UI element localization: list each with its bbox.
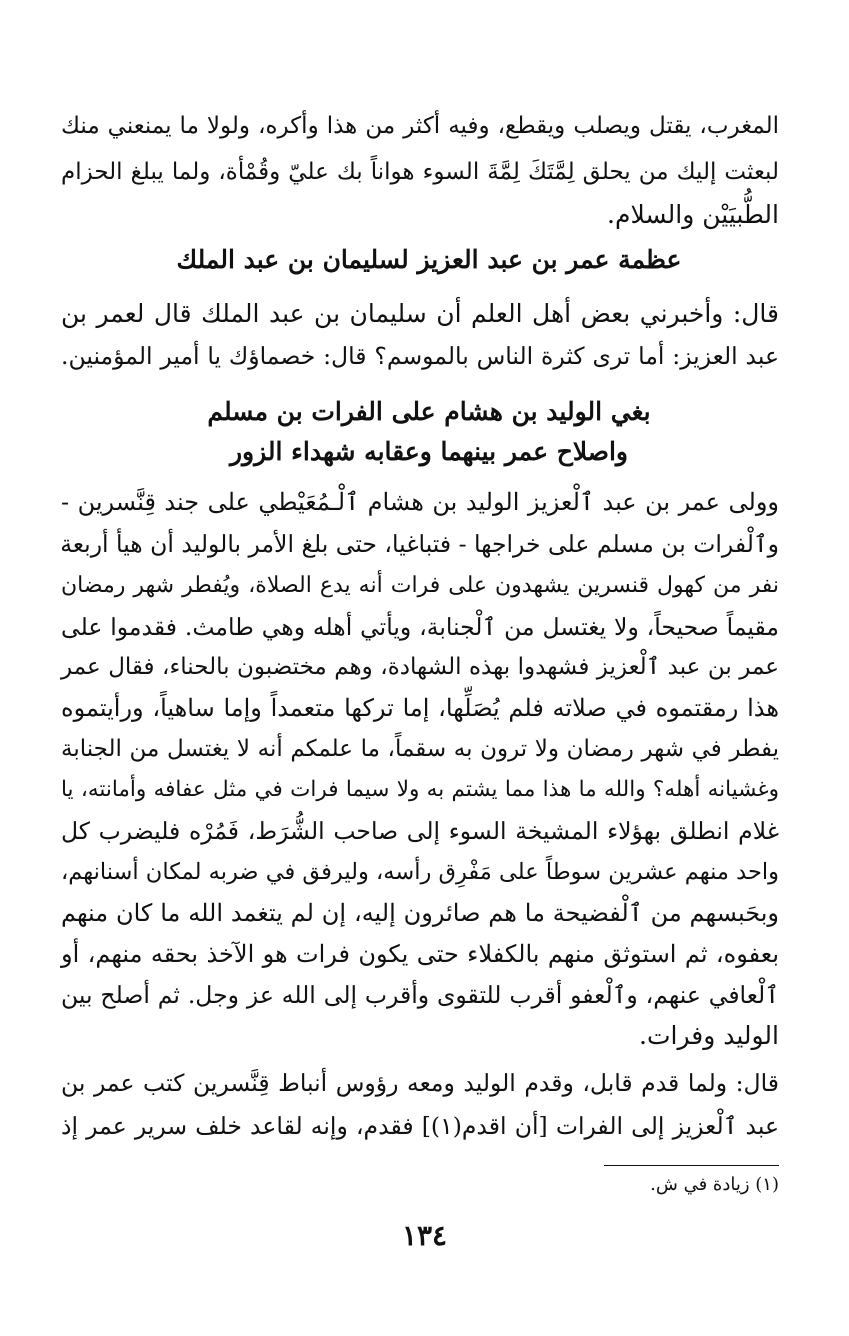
text-line: عبد العزيز: أما ترى كثرة الناس بالموسم؟ قال: خصماؤك يا أمير المؤمنين. <box>61 342 779 370</box>
text-line: وغشيانه أهله؟ والله ما هذا مما يشتم به ولا سيما فرات في مثل عفافه وأمانته، يا <box>61 777 779 802</box>
text-line: هذا رمقتموه في صلاته فلم يُصَلِّها، إما تركها متعمداً وإما ساهياً، ورأيتموه <box>61 694 779 722</box>
text-line: المغرب، يقتل ويصلب ويقطع، وفيه أكثر من هذا وأكره، ولولا ما يمنعني منك <box>61 113 779 139</box>
text-line: ٱلْعافي عنهم، وٱلْعفو أقرب للتقوى وأقرب إلى الله عز وجل. ثم أصلح بين <box>61 981 779 1009</box>
section-heading: عظمة عمر بن عبد العزيز لسليمان بن عبد الملك <box>176 245 682 274</box>
text-line: وبحَبسهم من ٱلْفضيحة ما هم صائرون إليه، إن لم يتغمد الله ما كان منهم <box>61 899 779 927</box>
text-line: واحد منهم عشرين سوطاً على مَفْرِق رأسه، وليرفق في ضربه لمكان أسنانهم، <box>61 859 779 885</box>
text-line: مقيماً صحيحاً، ولا يغتسل من ٱلْجنابة، ويأتي أهله وهي طامث. فقدموا على <box>61 613 779 641</box>
text-line: بعفوه، ثم استوثق منهم بالكفلاء حتى يكون فرات هو الآخذ بحقه منهم، أو <box>61 940 779 968</box>
footnote: (١) زيادة في ش. <box>650 1174 779 1195</box>
text-line: قال: ولما قدم قابل، وقدم الوليد ومعه رؤوس أنباط قِنَّسرين كتب عمر بن <box>61 1069 779 1097</box>
text-line: يفطر في شهر رمضان ولا ترون به سقماً، ما علمكم أنه لا يغتسل من الجنابة <box>61 736 779 762</box>
section-heading-line-1: بغي الوليد بن هشام على الفرات بن مسلم <box>207 397 651 426</box>
text-line: وٱلْفرات بن مسلم على خراجها - فتباغيا، حتى بلغ الأمر بالوليد أن هيأ أربعة <box>60 530 779 558</box>
text-line: لبعثت إليك من يحلق لِمَّتَكَ لِمَّةَ السوء هواناً بك عليّ وقُمْأة، ولما يبلغ الحزام <box>61 159 779 185</box>
text-line: الطُّبيَيْن والسلام. <box>607 200 779 229</box>
footnote-separator <box>604 1165 779 1166</box>
section-heading-line-2: واصلاح عمر بينهما وعقابه شهداء الزور <box>229 437 629 466</box>
text-line: نفر من كهول قنسرين يشهدون على فرات أنه يدع الصلاة، ويُفطر شهر رمضان <box>61 573 779 598</box>
text-line: الوليد وفرات. <box>639 1021 779 1050</box>
text-line: عمر بن عبد ٱلْعزيز فشهدوا بهذه الشهادة، وهم مختضبون بالحناء، فقال عمر <box>61 654 779 680</box>
text-line: وولى عمر بن عبد ٱلْعزيز الوليد بن هشام ٱلْـمُعَيْطي على جند قِنَّسرين - <box>61 488 779 516</box>
text-line: قال: وأخبرني بعض أهل العلم أن سليمان بن عبد الملك قال لعمر بن <box>61 299 779 328</box>
text-line: غلام انطلق بهؤلاء المشيخة السوء إلى صاحب الشُّرَط، فَمُرْه فليضرب كل <box>61 817 779 845</box>
page-number: ١٣٤ <box>401 1219 448 1252</box>
text-line: عبد ٱلْعزيز إلى الفرات [أن اقدم(١)] فقدم، وإنه لقاعد خلف سرير عمر إذ <box>61 1112 779 1140</box>
